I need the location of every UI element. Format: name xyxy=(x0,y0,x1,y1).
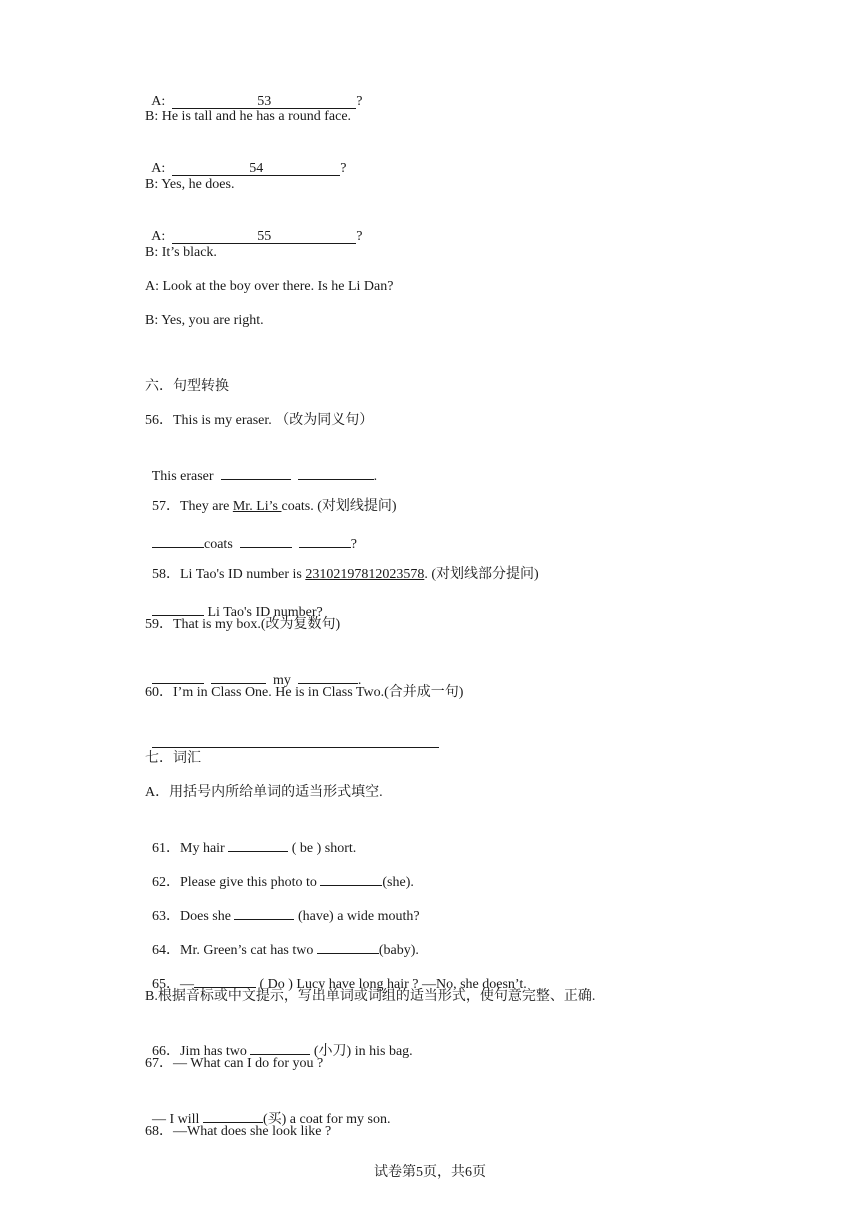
question-text: 58．Li Tao's ID number is xyxy=(152,567,306,582)
answer-blank[interactable] xyxy=(203,1107,263,1123)
question-text: 64．Mr. Green’s cat has two xyxy=(152,943,317,958)
answer-blank[interactable] xyxy=(298,668,358,684)
period: . xyxy=(357,673,362,688)
answer-blank[interactable] xyxy=(299,532,351,548)
question-59: 59．That is my box.(改为复数句) xyxy=(145,617,341,632)
answer-text: Li Tao's ID number? xyxy=(204,605,323,620)
question-68: 68．—What does she look like ? xyxy=(145,1124,332,1139)
speaker-a: A: xyxy=(151,161,166,176)
question-text: . (对划线部分提问) xyxy=(424,567,539,582)
question-text: 61．My hair xyxy=(152,841,229,856)
answer-text: This eraser xyxy=(151,469,214,484)
answer-word: coats xyxy=(204,537,233,552)
answer-blank-54[interactable] xyxy=(172,160,340,176)
underlined-part: 23102197812023578 xyxy=(305,567,425,582)
part-b-instruction: B.根据音标或中文提示，写出单词或词组的适当形式，使句意完整、正确. xyxy=(145,989,596,1004)
question-56: 56．This is my eraser. （改为同义句） xyxy=(145,413,374,428)
answer-blank[interactable] xyxy=(298,464,374,480)
period: . xyxy=(373,469,378,484)
answer-blank[interactable] xyxy=(211,668,266,684)
question-text: — I will xyxy=(152,1112,203,1127)
section-7-heading: 七．词汇 xyxy=(145,751,201,766)
question-text: ( be ) short. xyxy=(288,841,357,856)
answer-blank[interactable] xyxy=(152,668,204,684)
section-6-heading: 六．句型转换 xyxy=(145,379,229,394)
dialogue-b1: B: He is tall and he has a round face. xyxy=(145,109,352,124)
answer-blank[interactable] xyxy=(152,600,204,616)
question-mark: ? xyxy=(356,229,363,244)
speaker-a: A: xyxy=(151,229,166,244)
question-text: ( Do ) Lucy have long hair ? —No, she doesn’t. xyxy=(256,977,527,992)
question-mark: ? xyxy=(340,161,347,176)
blank-number: 54 xyxy=(249,161,264,176)
page-footer: 试卷第5页，共6页 xyxy=(374,1165,486,1180)
question-mark: ? xyxy=(350,537,357,552)
question-text: 63．Does she xyxy=(152,909,235,924)
question-60: 60．I’m in Class One. He is in Class Two.(合并成一句) xyxy=(145,685,464,700)
dialogue-a54 xyxy=(145,142,346,178)
answer-blank-53[interactable] xyxy=(172,93,356,109)
answer-blank[interactable] xyxy=(234,904,294,920)
answer-60 xyxy=(145,714,439,754)
blank-number: 55 xyxy=(257,229,272,244)
dialogue-a4: A: Look at the boy over there. Is he Li Dan? xyxy=(145,279,394,294)
question-text: (买) a coat for my son. xyxy=(262,1112,391,1127)
answer-blank[interactable] xyxy=(250,1039,310,1055)
question-57 xyxy=(145,480,397,516)
answer-blank[interactable] xyxy=(320,870,382,886)
part-a-instruction: A．用括号内所给单词的适当形式填空. xyxy=(145,785,383,800)
question-text: (小刀) in his bag. xyxy=(310,1044,413,1059)
answer-blank[interactable] xyxy=(194,972,256,988)
question-58 xyxy=(145,548,539,584)
answer-blank[interactable] xyxy=(152,532,204,548)
dialogue-a53 xyxy=(145,75,362,111)
answer-blank[interactable] xyxy=(240,532,292,548)
blank-number: 53 xyxy=(257,94,272,109)
answer-word: my xyxy=(273,673,291,688)
dialogue-a55 xyxy=(145,210,362,246)
dialogue-b2: B: Yes, he does. xyxy=(145,177,235,192)
question-mark: ? xyxy=(356,94,363,109)
dialogue-b4: B: Yes, you are right. xyxy=(145,313,264,328)
question-67: 67．— What can I do for you ? xyxy=(145,1056,324,1071)
answer-blank-55[interactable] xyxy=(172,228,356,244)
answer-blank[interactable] xyxy=(152,732,439,748)
answer-blank[interactable] xyxy=(317,938,379,954)
question-text: 62．Please give this photo to xyxy=(152,875,321,890)
dialogue-b3: B: It’s black. xyxy=(145,245,217,260)
speaker-a: A: xyxy=(151,94,166,109)
question-text: 57．They are xyxy=(152,499,233,514)
question-text: (have) a wide mouth? xyxy=(294,909,420,924)
underlined-part: Mr. Li’s xyxy=(232,499,282,514)
question-text: (baby). xyxy=(378,943,419,958)
answer-blank[interactable] xyxy=(221,464,291,480)
question-text: 65．— xyxy=(152,977,194,992)
question-text: 66．Jim has two xyxy=(152,1044,251,1059)
answer-blank[interactable] xyxy=(228,836,288,852)
question-text: (she). xyxy=(382,875,414,890)
question-text: coats. (对划线提问) xyxy=(281,499,397,514)
